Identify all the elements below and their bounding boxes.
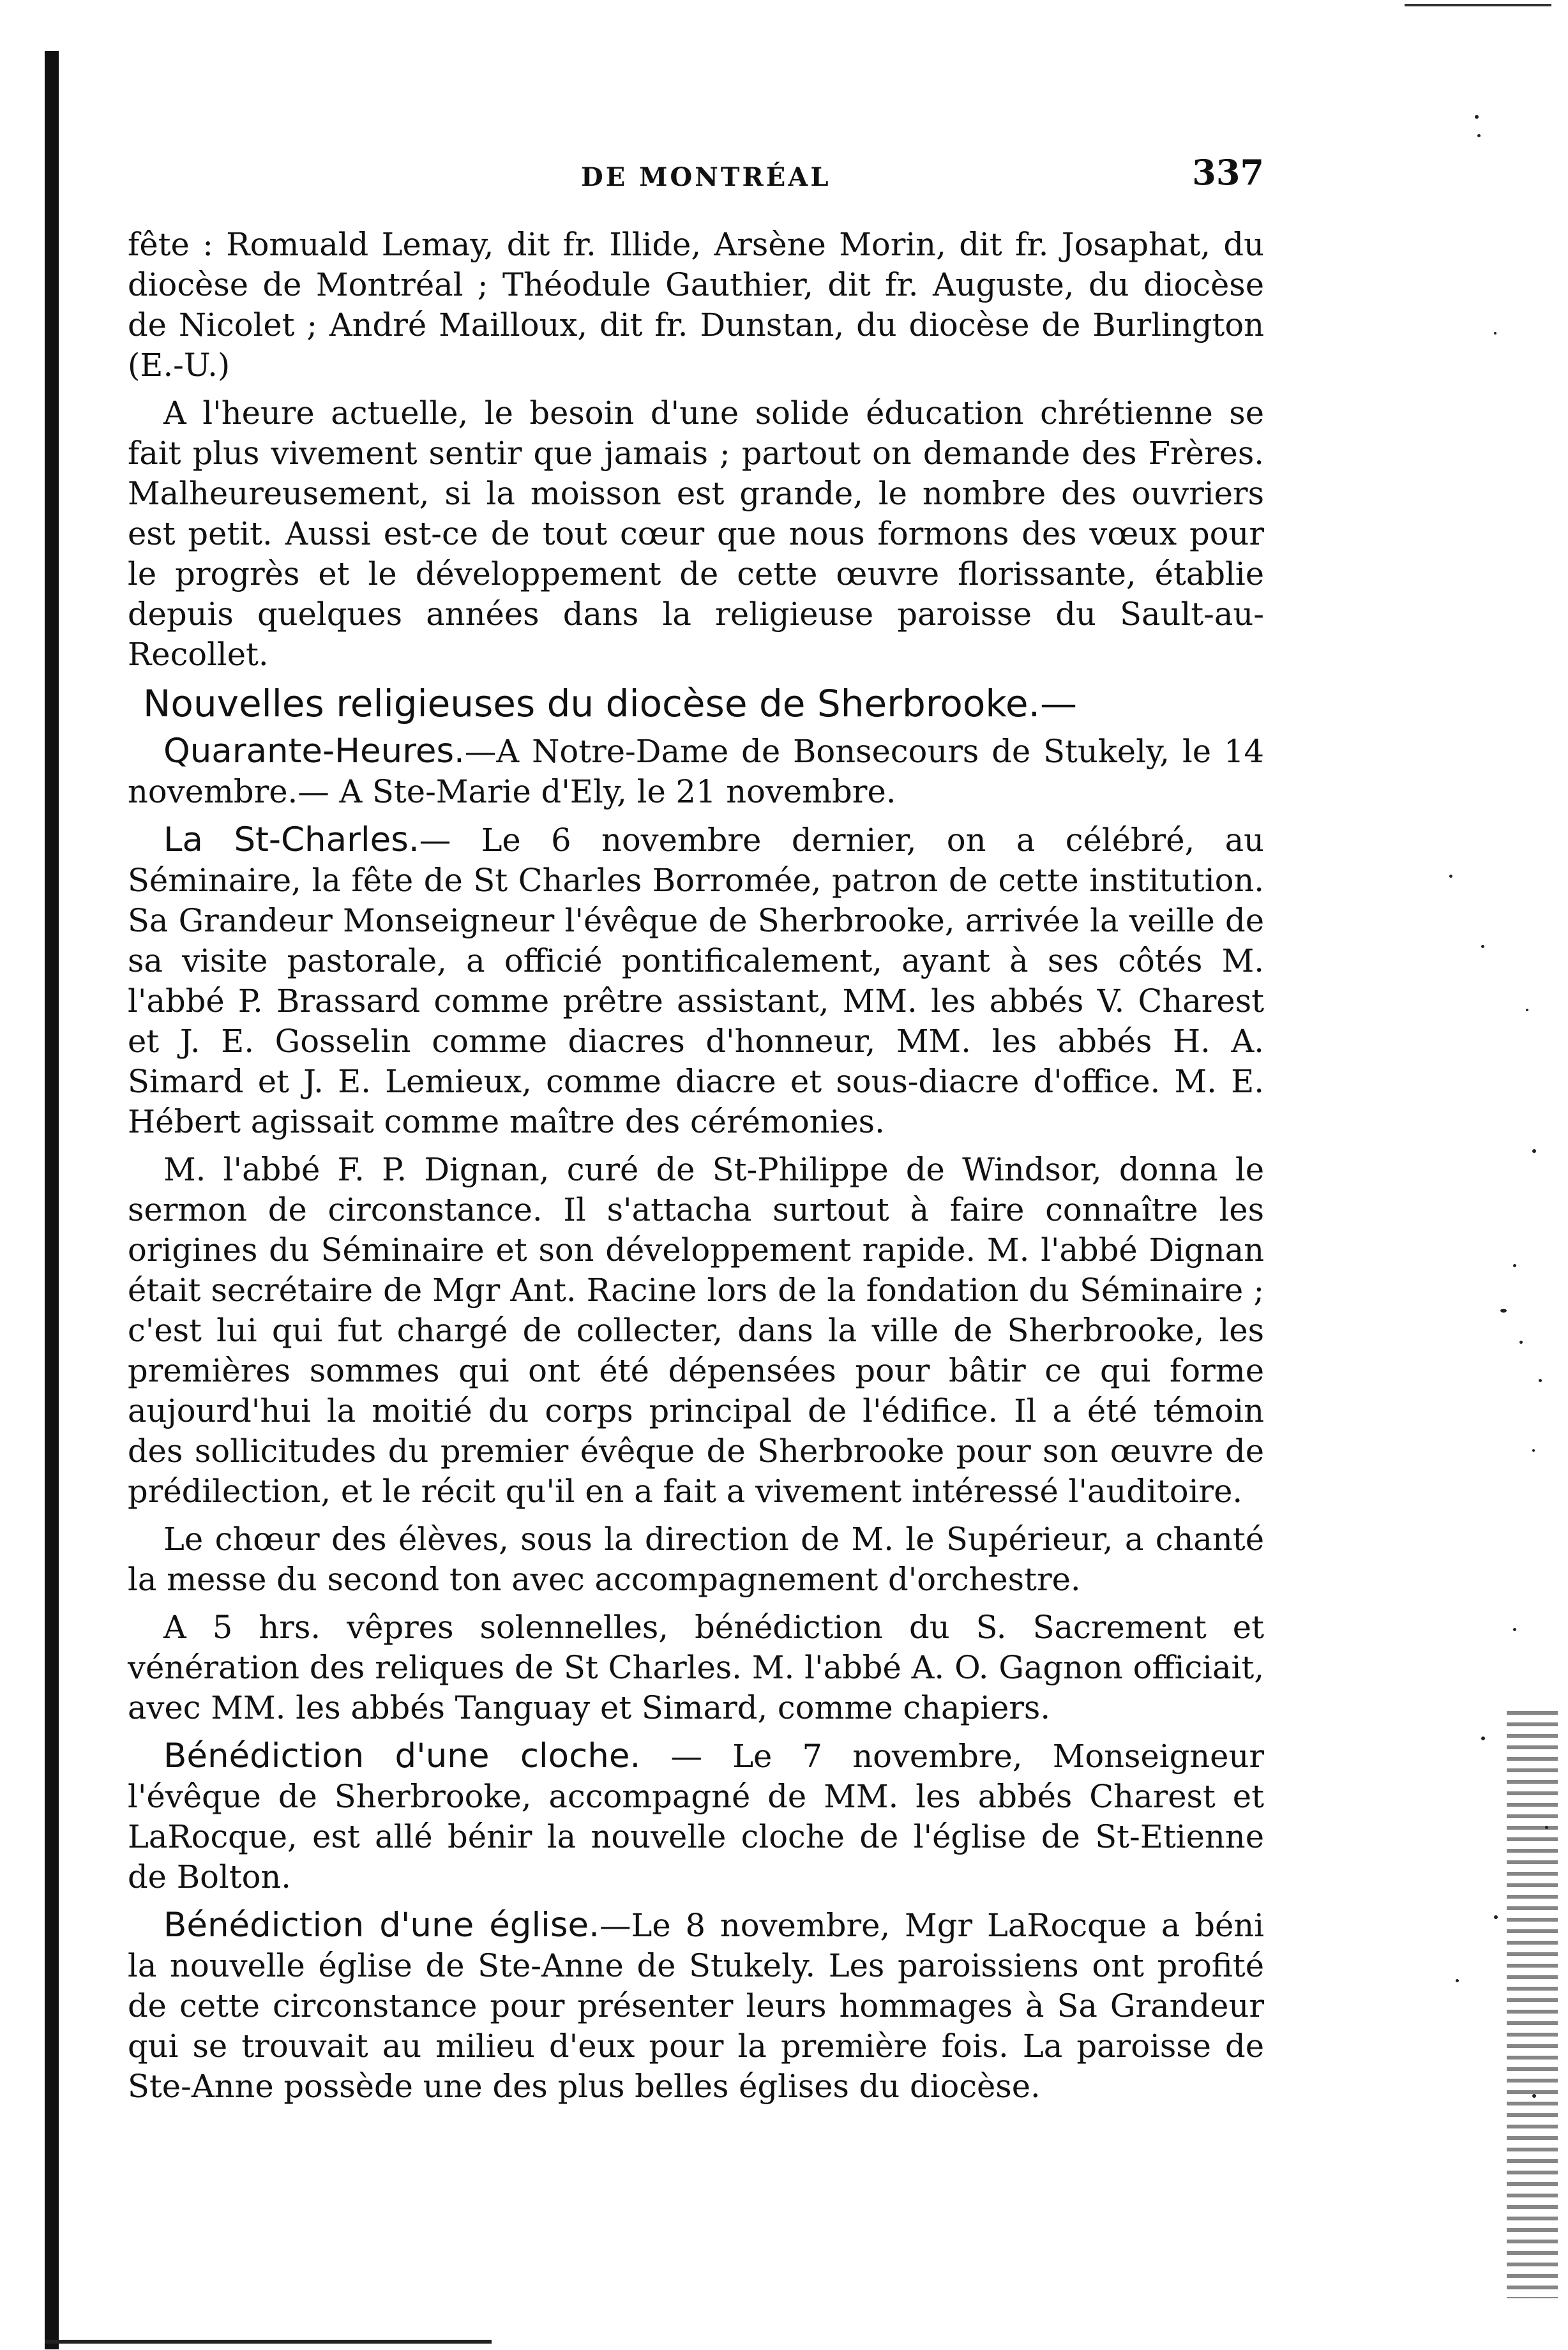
entry-text: — Le 6 novembre dernier, on a célébré, au Séminaire, la fête de St Charles Borromée, patron de cette institution. Sa Grandeur Monseigneur l'évêque de Sherbrooke, arrivée la veille de sa visite pastorale, a officié pontificalement, ayant à ses côtés M. l'abbé P. Brassard comme prêtre assistant, MM. les abbés V. Charest et J. E. Gosselin comme diacres d'honneur, MM. les abbés H. A. Simard et J. E. Lemieux, comme diacre et sous-diacre d'office. M. E. Hébert agissait comme maître des cérémonies. <box>128 822 1264 1140</box>
section-title <box>128 684 1264 726</box>
book-binding-edge <box>45 51 59 2349</box>
entry-heading: Quarante-Heures. <box>163 732 465 771</box>
paragraph: A l'heure actuelle, le besoin d'une solide éducation chrétienne se fait plus vivement sentir que jamais ; partout on demande des Frères. Malheureusement, si la moisson est grande, le nombre des ouvriers est petit. Aussi est-ce de tout cœur que nous formons des vœux pour le progrès et le développement de cette œuvre florissante, établie depuis quelques années dans la religieuse paroisse du Sault-au-Recollet. <box>128 395 1264 673</box>
entry-text: —Le 8 novembre, Mgr LaRocque a béni la nouvelle église de Ste-Anne de Stukely. Les paroissiens ont profité de cette circonstance pour présenter leurs hommages à Sa Grandeur qui se trouvait au milieu d'eux pour la première fois. La paroisse de Ste-Anne possède une des plus belles églises du diocèse. <box>128 1907 1264 2105</box>
entry-st-charles <box>128 820 1264 1142</box>
paragraph: A 5 hrs. vêpres solennelles, bénédiction du S. Sacrement et vénération des reliques de St Charles. M. l'abbé A. O. Gagnon officiait, avec MM. les abbés Tanguay et Simard, comme chapiers. <box>128 1609 1264 1726</box>
page-number: 337 <box>1192 152 1264 193</box>
paragraph: fête : Romuald Lemay, dit fr. Illide, Arsène Morin, dit fr. Josaphat, du diocèse de Montréal ; Théodule Gauthier, dit fr. Auguste, du diocèse de Nicolet ; André Mailloux, dit fr. Dunstan, du diocèse de Burlington (E.-U.) <box>128 226 1264 384</box>
entry-benediction-cloche <box>128 1736 1264 1897</box>
scan-noise-right-edge <box>1507 1711 1558 2298</box>
entry-benediction-eglise <box>128 1905 1264 2107</box>
entry-heading: Bénédiction d'une cloche. <box>163 1736 641 1775</box>
entry-text: —A Notre-Dame de Bonsecours de Stukely, le 14 novembre.— A Ste-Marie d'Ely, le 21 novembre. <box>128 733 1264 810</box>
paragraph: M. l'abbé F. P. Dignan, curé de St-Philippe de Windsor, donna le sermon de circonstance. Il s'attacha surtout à faire connaître les origines du Séminaire et son développement rapide. M. l'abbé Dignan était secrétaire de Mgr Ant. Racine lors de la fondation du Séminaire ; c'est lui qui fut chargé de collecter, dans la ville de Sherbrooke, les premières sommes qui ont été dépensées pour bâtir ce qui forme aujourd'hui la moitié du corps principal de l'édifice. Il a été témoin des sollicitudes du premier évêque de Sherbrooke pour son œuvre de prédilection, et le récit qu'il en a fait a vivement intéressé l'auditoire. <box>128 1151 1264 1510</box>
page-bottom-edge <box>45 2340 492 2344</box>
entry-quarante-heures <box>128 731 1264 812</box>
entry-heading: La St-Charles. <box>163 820 419 859</box>
top-edge-mark <box>1405 4 1551 6</box>
paragraph: Le chœur des élèves, sous la direction de M. le Supérieur, a chanté la messe du second ton avec accompagnement d'orchestre. <box>128 1521 1264 1598</box>
page-body <box>128 225 1264 2114</box>
entry-text: — Le 7 novembre, Monseigneur l'évêque de Sherbrooke, accompagné de MM. les abbés Charest et LaRocque, est allé bénir la nouvelle cloche de l'église de St-Etienne de Bolton. <box>128 1738 1264 1895</box>
section-title-text: Nouvelles religieuses du diocèse de Sherbrooke.— <box>143 682 1077 725</box>
page-header <box>166 152 1264 203</box>
running-head: DE MONTRÉAL <box>581 162 831 192</box>
entry-heading: Bénédiction d'une église. <box>163 1906 599 1945</box>
